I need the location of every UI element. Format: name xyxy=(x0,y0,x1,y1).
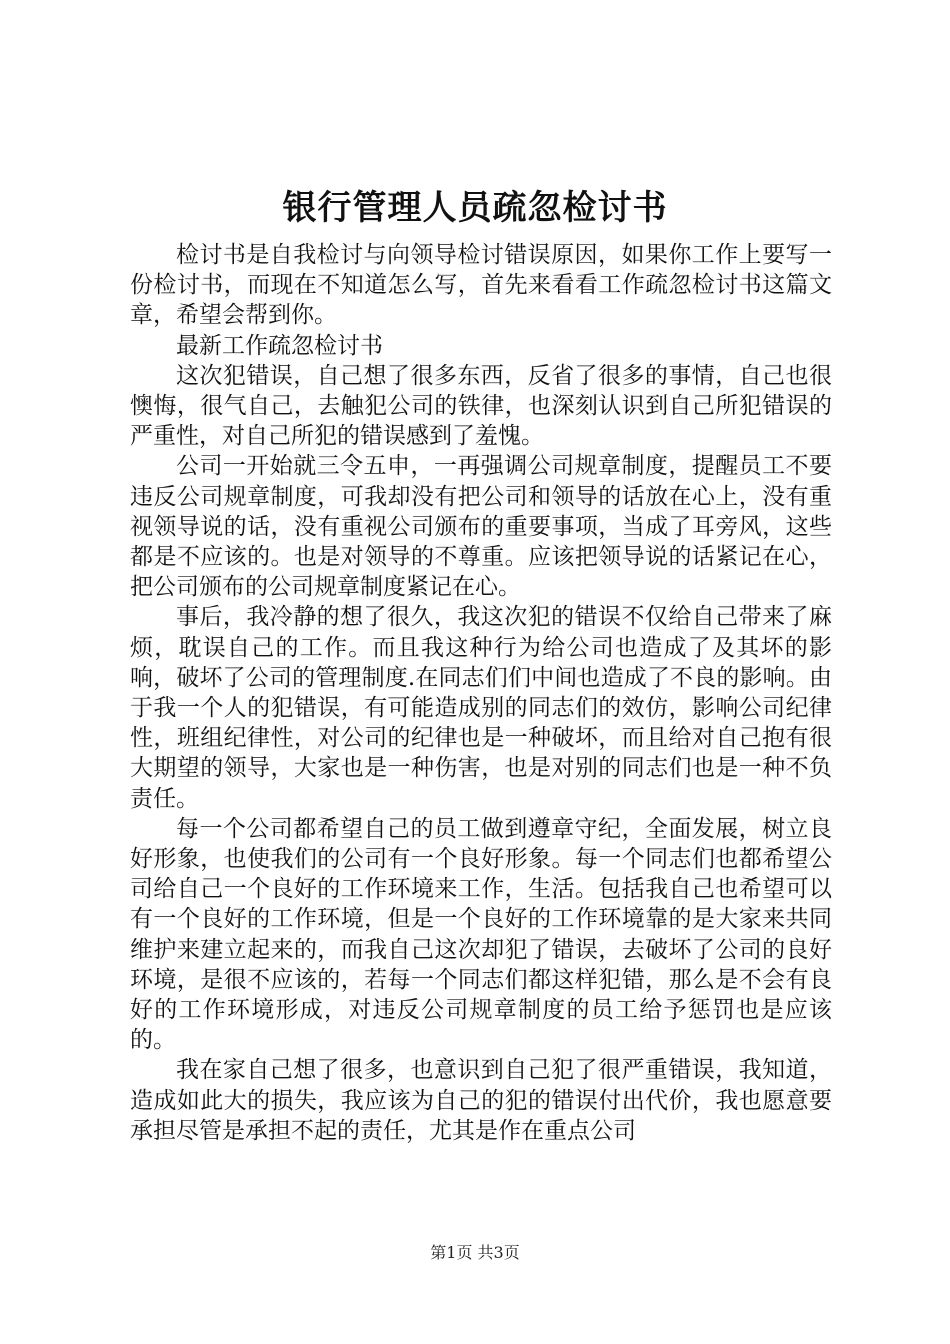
paragraph: 这次犯错误，自己想了很多东西，反省了很多的事情，自己也很懊悔，很气自己，去触犯公司的铁律，也深刻认识到自己所犯错误的严重性，对自己所犯的错误感到了羞愧。 xyxy=(130,362,832,450)
paragraph: 每一个公司都希望自己的员工做到遵章守纪，全面发展，树立良好形象，也使我们的公司有一个良好形象。每一个同志们也都希望公司给自己一个良好的工作环境来工作，生活。包括我自己也希望可以有一个良好的工作环境，但是一个良好的工作环境靠的是大家来共同维护来建立起来的，而我自己这次却犯了错误，去破坏了公司的良好环境，是很不应该的，若每一个同志们都这样犯错，那么是不会有良好的工作环境形成，对违反公司规章制度的员工给予惩罚也是应该的。 xyxy=(130,815,832,1054)
paragraph-subtitle: 最新工作疏忽检讨书 xyxy=(176,332,383,359)
paragraph-intro: 检讨书是自我检讨与向领导检讨错误原因，如果你工作上要写一份检讨书，而现在不知道怎么写，首先来看看工作疏忽检讨书这篇文章，希望会帮到你。 xyxy=(130,242,832,329)
page-footer: 第1页 共3页 xyxy=(430,1243,520,1262)
paragraph: 事后，我冷静的想了很久，我这次犯的错误不仅给自己带来了麻烦，耽误自己的工作。而且我这种行为给公司也造成了及其坏的影响，破坏了公司的管理制度.在同志们们中间也造成了不良的影响。由于我一个人的犯错误，有可能造成别的同志们的效仿，影响公司纪律性，班组纪律性，对公司的纪律也是一种破坏，而且给对自己抱有很大期望的领导，大家也是一种伤害，也是对别的同志们也是一种不负责任。 xyxy=(130,604,832,812)
document-body xyxy=(130,240,832,1146)
document-title: 银行管理人员疏忽检讨书 xyxy=(282,188,668,228)
paragraph: 我在家自己想了很多，也意识到自己犯了很严重错误，我知道，造成如此大的损失，我应该为自己的犯的错误付出代价，我也愿意要承担尽管是承担不起的责任，尤其是作在重点公司 xyxy=(130,1057,832,1144)
paragraph: 公司一开始就三令五申，一再强调公司规章制度，提醒员工不要违反公司规章制度，可我却没有把公司和领导的话放在心上，没有重视领导说的话，没有重视公司颁布的重要事项，当成了耳旁风，这些都是不应该的。也是对领导的不尊重。应该把领导说的话紧记在心，把公司颁布的公司规章制度紧记在心。 xyxy=(130,453,832,601)
